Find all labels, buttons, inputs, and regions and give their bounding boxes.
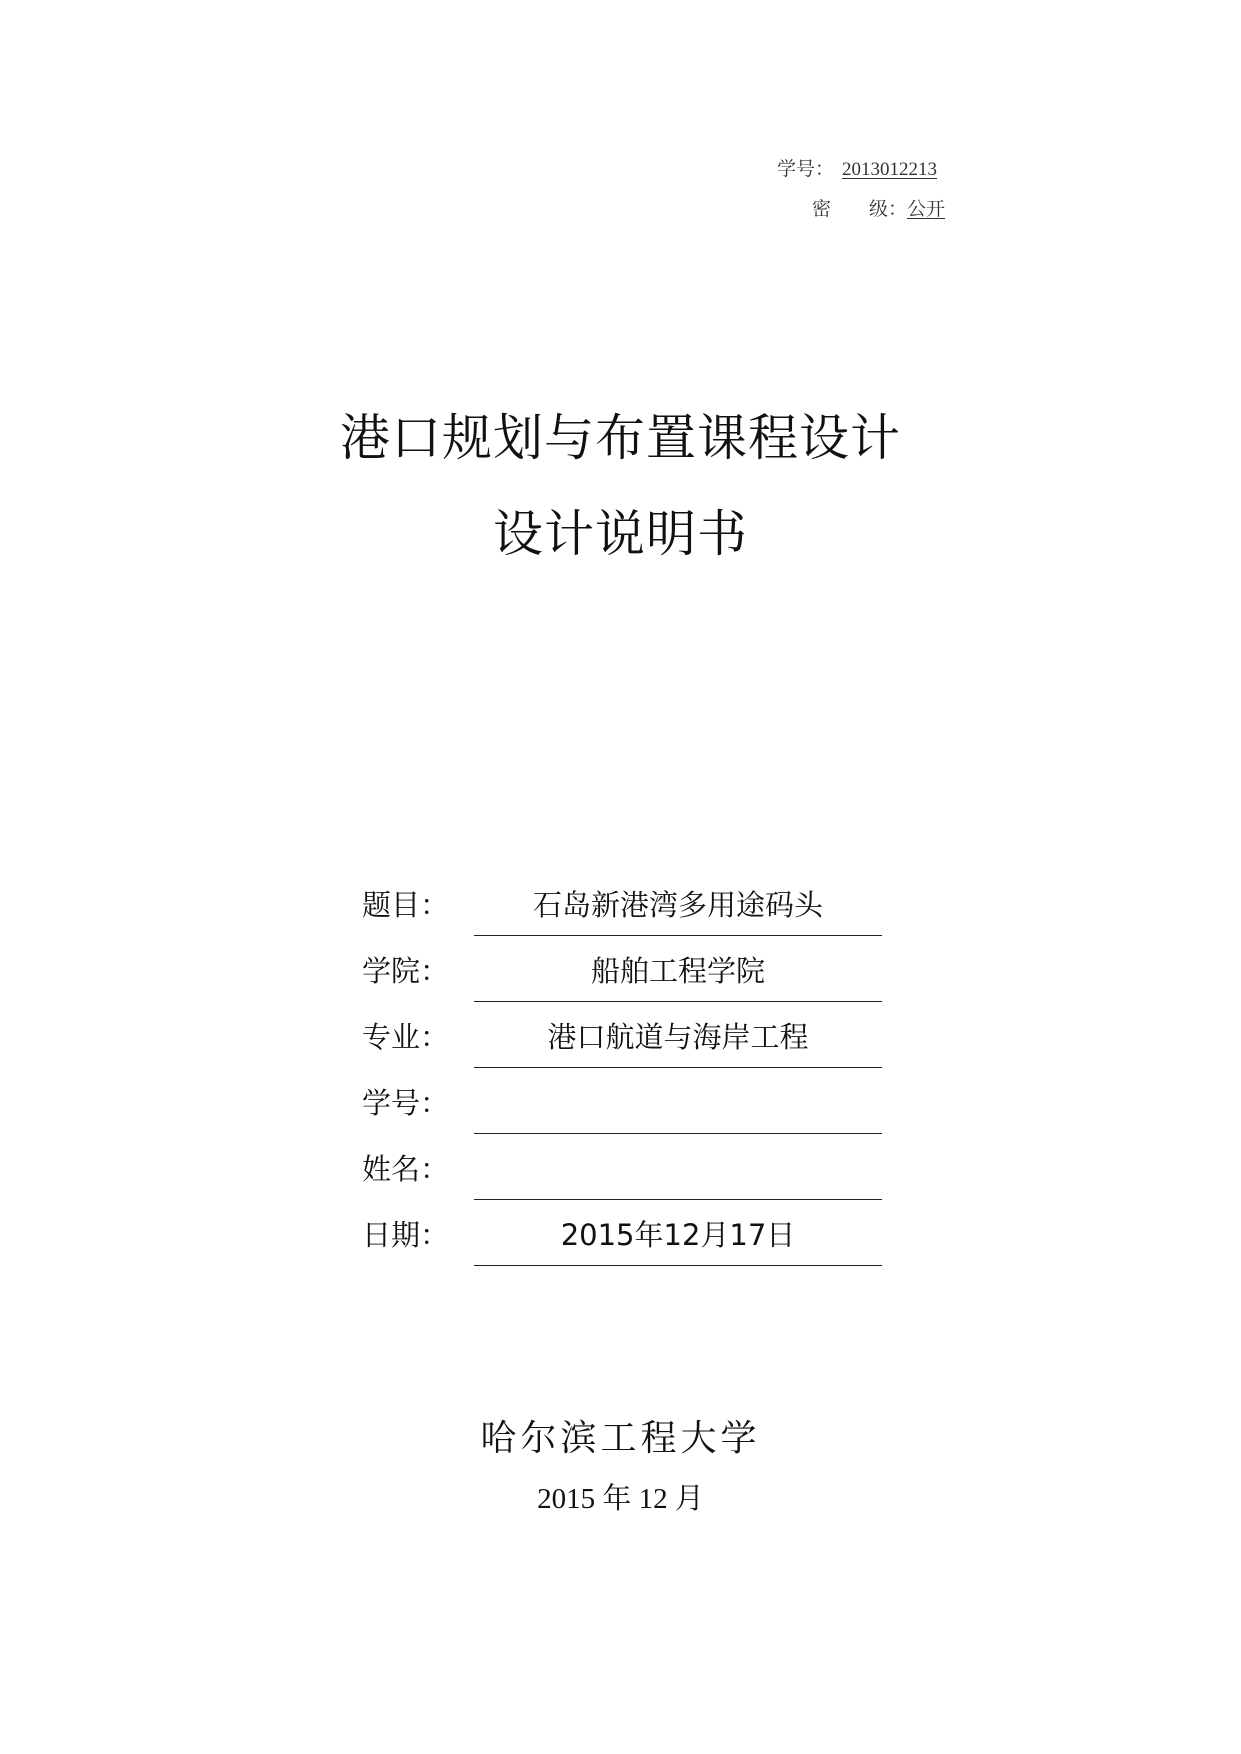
- info-value: 2015年12月17日: [474, 1217, 882, 1266]
- info-row-name: [362, 1134, 882, 1200]
- info-table: [362, 870, 882, 1266]
- security-label-char2: 级：: [868, 199, 907, 220]
- document-subtitle: 设计说明书: [493, 505, 748, 563]
- info-label: 学院：: [362, 954, 450, 988]
- university-name: 哈尔滨工程大学: [480, 1418, 761, 1459]
- info-label: 学号：: [362, 1086, 450, 1120]
- info-row-major: [362, 1002, 882, 1068]
- info-row-date: [362, 1200, 882, 1266]
- info-value: 港口航道与海岸工程: [474, 1019, 882, 1068]
- info-value: 石岛新港湾多用途码头: [474, 887, 882, 936]
- document-title: 港口规划与布置课程设计: [340, 409, 901, 467]
- student-id-value: 2013012213: [842, 159, 937, 180]
- security-level-line: [812, 194, 945, 221]
- security-level-value: 公开: [906, 199, 945, 220]
- info-value: [474, 1151, 882, 1200]
- info-row-student-id: [362, 1068, 882, 1134]
- student-id-label: 学号：: [776, 159, 834, 180]
- security-label-char1: 密: [811, 199, 831, 220]
- info-value: [474, 1085, 882, 1134]
- info-label: 专业：: [362, 1020, 450, 1054]
- footer-date: 2015 年 12 月: [537, 1483, 704, 1515]
- info-label: 题目：: [362, 888, 450, 922]
- info-label: 日期：: [362, 1218, 450, 1252]
- info-value: 船舶工程学院: [474, 953, 882, 1002]
- info-row-topic: [362, 870, 882, 936]
- info-label: 姓名：: [362, 1152, 450, 1186]
- info-row-college: [362, 936, 882, 1002]
- student-id-line: [777, 154, 945, 181]
